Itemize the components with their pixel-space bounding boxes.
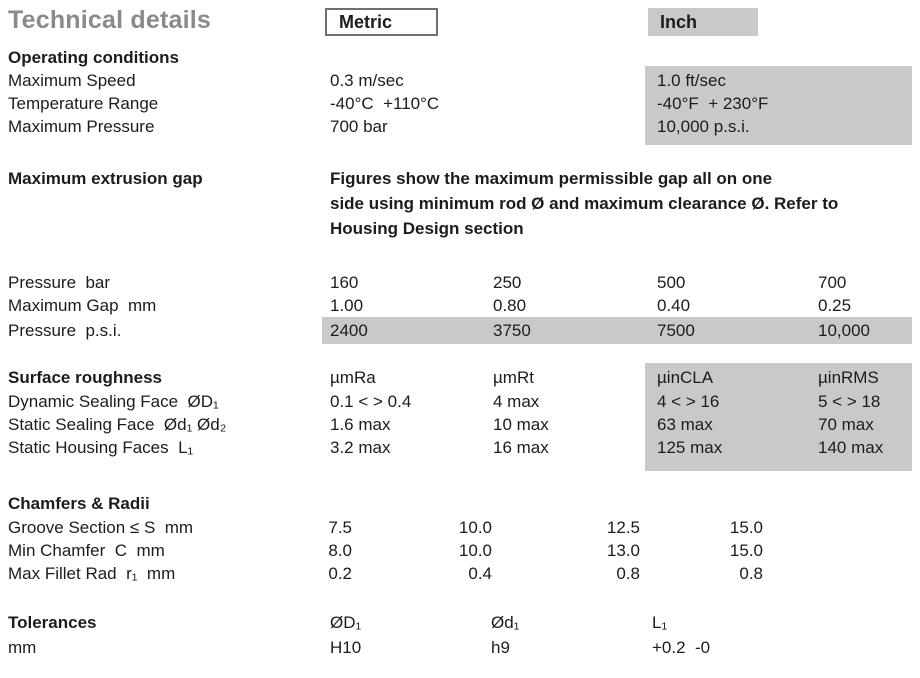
cell-value: 10 max — [493, 415, 549, 434]
row-label: Temperature Range — [8, 94, 159, 113]
cell-value: 4 max — [493, 392, 540, 411]
cell-value: 1.6 max — [330, 415, 391, 434]
cell-value: 500 — [657, 273, 686, 292]
column-header: µmRt — [493, 368, 534, 387]
table-row — [0, 69, 920, 92]
column-header: Ød₁ — [491, 613, 520, 632]
cell-value: 2400 — [330, 321, 368, 340]
column-header: L₁ — [652, 613, 668, 632]
row-label: Maximum Speed — [8, 71, 136, 90]
cell-value: 0.8 — [739, 564, 763, 583]
cell-value: 5 < > 18 — [818, 392, 881, 411]
cell-value: 700 — [818, 273, 847, 292]
chamfers-radii-heading: Chamfers & Radii — [8, 494, 150, 513]
page-title: Technical details — [8, 6, 212, 34]
cell-value: 63 max — [657, 415, 713, 434]
cell-value: 0.25 — [818, 296, 852, 315]
cell-value: 8.0 — [328, 541, 352, 560]
table-row — [0, 319, 920, 342]
row-label: Pressure bar — [8, 273, 111, 292]
row-label: Static Sealing Face Ød₁ Ød₂ — [8, 415, 227, 434]
cell-value: h9 — [491, 638, 510, 657]
cell-value: 16 max — [493, 438, 549, 457]
table-row — [0, 413, 920, 436]
extrusion-gap-heading: Maximum extrusion gap — [8, 169, 203, 188]
row-label: Max Fillet Rad r₁ mm — [8, 564, 176, 583]
column-header: µinCLA — [657, 368, 714, 387]
column-header: µmRa — [330, 368, 376, 387]
tolerances-header-row — [0, 611, 920, 634]
metric-value: 700 bar — [330, 117, 388, 136]
row-label: Static Housing Faces L₁ — [8, 438, 194, 457]
table-row — [0, 562, 920, 585]
row-label: Maximum Pressure — [8, 117, 155, 136]
extrusion-gap-note-line: side using minimum rod Ø and maximum clearance Ø. Refer to — [330, 194, 839, 213]
row-label: Groove Section ≤ S mm — [8, 518, 194, 537]
cell-value: 10.0 — [458, 541, 492, 560]
table-row — [0, 115, 920, 138]
cell-value: 250 — [493, 273, 522, 292]
cell-value: 0.1 < > 0.4 — [330, 392, 412, 411]
cell-value: 13.0 — [606, 541, 640, 560]
row-label: Maximum Gap mm — [8, 296, 157, 315]
cell-value: 0.8 — [616, 564, 640, 583]
inch-value: 10,000 p.s.i. — [657, 117, 750, 136]
cell-value: 3750 — [493, 321, 531, 340]
cell-value: H10 — [330, 638, 362, 657]
cell-value: 12.5 — [606, 518, 640, 537]
cell-value: 0.80 — [493, 296, 527, 315]
metric-value: -40°C +110°C — [330, 94, 440, 113]
row-label: Min Chamfer C mm — [8, 541, 165, 560]
cell-value: 0.40 — [657, 296, 691, 315]
cell-value: 140 max — [818, 438, 884, 457]
table-row — [0, 539, 920, 562]
extrusion-gap-note-line: Figures show the maximum permissible gap all on one — [330, 169, 773, 188]
inch-value: -40°F + 230°F — [657, 94, 769, 113]
table-row — [0, 271, 920, 294]
cell-value: 0.4 — [468, 564, 492, 583]
inch-value: 1.0 ft/sec — [657, 71, 726, 90]
table-row — [0, 636, 920, 659]
cell-value: 4 < > 16 — [657, 392, 720, 411]
table-row — [0, 516, 920, 539]
tolerances-heading: Tolerances — [8, 613, 97, 632]
table-row — [0, 436, 920, 459]
surface-roughness-heading: Surface roughness — [8, 368, 162, 387]
row-label: Dynamic Sealing Face ØD₁ — [8, 392, 219, 411]
row-label: Pressure p.s.i. — [8, 321, 122, 340]
column-header: ØD₁ — [330, 613, 362, 632]
cell-value: 10.0 — [458, 518, 492, 537]
cell-value: 125 max — [657, 438, 723, 457]
cell-value: 7500 — [657, 321, 695, 340]
metric-column-header: Metric — [325, 8, 438, 36]
cell-value: 10,000 — [818, 321, 870, 340]
cell-value: 15.0 — [729, 518, 763, 537]
cell-value: 160 — [330, 273, 359, 292]
cell-value: +0.2 -0 — [652, 638, 711, 657]
table-row — [0, 390, 920, 413]
table-row — [0, 92, 920, 115]
cell-value: 3.2 max — [330, 438, 391, 457]
cell-value: 1.00 — [330, 296, 364, 315]
surface-roughness-header-row — [0, 366, 920, 389]
operating-conditions-heading: Operating conditions — [8, 48, 179, 67]
table-row — [0, 294, 920, 317]
cell-value: 15.0 — [729, 541, 763, 560]
row-label: mm — [8, 638, 37, 657]
metric-value: 0.3 m/sec — [330, 71, 404, 90]
cell-value: 0.2 — [328, 564, 352, 583]
cell-value: 7.5 — [328, 518, 352, 537]
inch-column-header: Inch — [648, 8, 758, 36]
column-header: µinRMS — [818, 368, 879, 387]
extrusion-gap-note-line: Housing Design section — [330, 219, 524, 238]
cell-value: 70 max — [818, 415, 874, 434]
